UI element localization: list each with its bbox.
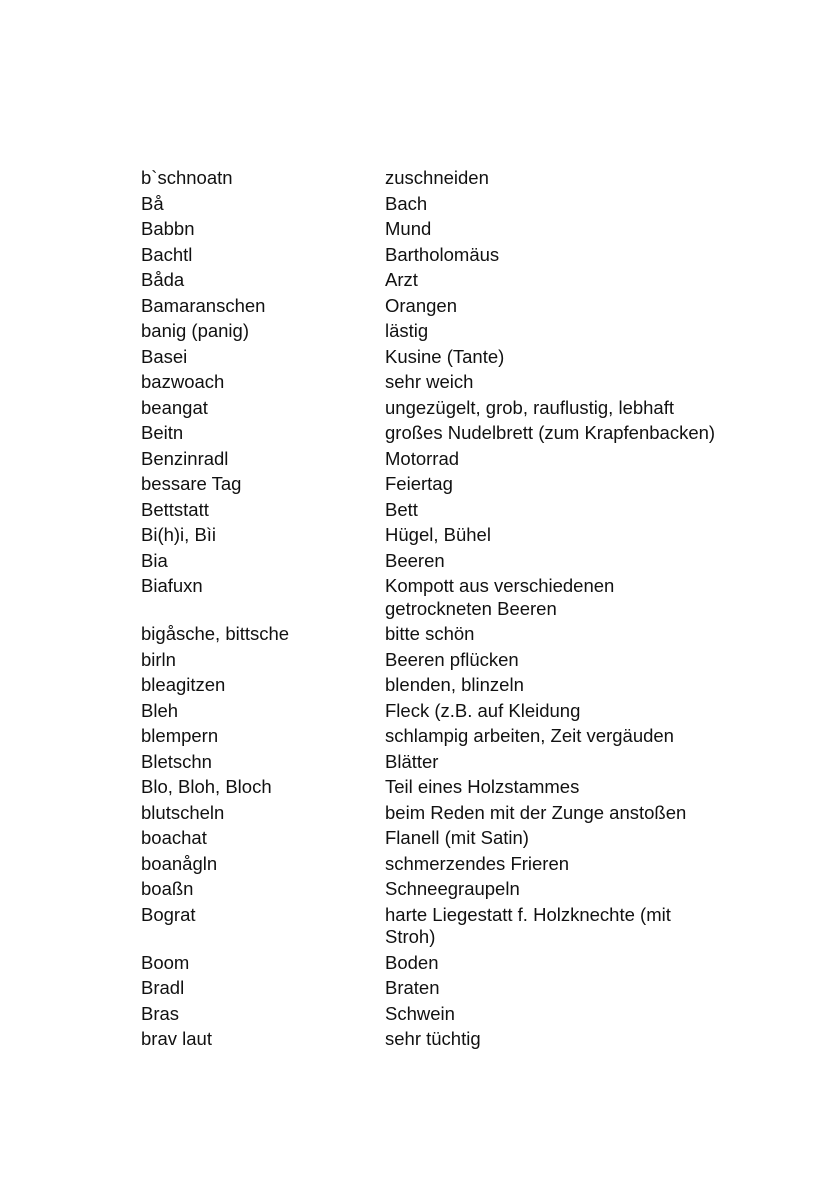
standard-german-meaning: Blätter: [385, 750, 439, 772]
glossary-row: [141, 499, 741, 522]
glossary-row: [141, 977, 741, 1000]
glossary-row: [141, 827, 741, 850]
standard-german-meaning: Arzt: [385, 269, 418, 290]
glossary-row: [141, 167, 741, 190]
dialect-term: Beitn: [141, 422, 184, 443]
glossary-row: [141, 448, 741, 471]
standard-german-meaning: harte Liegestatt f. Holzknechte (mit Stroh): [385, 903, 671, 947]
glossary-row: [141, 397, 741, 420]
standard-german-meaning: Boden: [385, 951, 439, 973]
standard-german-meaning: schmerzendes Frieren: [385, 852, 570, 874]
glossary-row: [141, 751, 741, 774]
glossary-row: [141, 1003, 741, 1026]
glossary-row: [141, 700, 741, 723]
dialect-term: Bras: [141, 1002, 180, 1024]
glossary-row: [141, 295, 741, 318]
glossary-row: [141, 776, 741, 799]
glossary-row: [141, 674, 741, 697]
standard-german-meaning: blenden, blinzeln: [385, 674, 524, 695]
glossary-row: [141, 193, 741, 216]
standard-german-meaning: Kusine (Tante): [385, 345, 505, 367]
dialect-term: Båda: [141, 269, 185, 290]
glossary-row: [141, 952, 741, 975]
dialect-term: boachat: [141, 827, 207, 848]
standard-german-meaning: Orangen: [385, 294, 457, 316]
glossary-row: [141, 524, 741, 547]
glossary-row: [141, 575, 741, 620]
standard-german-meaning: Braten: [385, 977, 440, 998]
standard-german-meaning: Beeren: [385, 549, 445, 571]
standard-german-meaning: sehr tüchtig: [385, 1028, 481, 1049]
standard-german-meaning: Bartholomäus: [385, 243, 500, 265]
glossary-table: [141, 167, 741, 1054]
glossary-row: [141, 346, 741, 369]
dialect-term: Benzinradl: [141, 447, 229, 469]
standard-german-meaning: Fleck (z.B. auf Kleidung: [385, 699, 581, 721]
dialect-term: boanågln: [141, 852, 218, 874]
standard-german-meaning: Motorrad: [385, 447, 460, 469]
dialect-term: Biafuxn: [141, 575, 203, 596]
dialect-term: bazwoach: [141, 371, 225, 392]
dialect-term: Babbn: [141, 218, 195, 239]
standard-german-meaning: zuschneiden: [385, 167, 489, 188]
glossary-row: [141, 550, 741, 573]
standard-german-meaning: Teil eines Holzstammes: [385, 776, 580, 797]
dialect-term: blutscheln: [141, 801, 225, 823]
glossary-row: [141, 244, 741, 267]
standard-german-meaning: Feiertag: [385, 473, 453, 494]
glossary-row: [141, 218, 741, 241]
dialect-term: brav laut: [141, 1028, 212, 1049]
dialect-term: boaßn: [141, 878, 194, 899]
standard-german-meaning: Kompott aus verschiedenen getrockneten Beeren: [385, 575, 615, 619]
dialect-term: bigåsche, bittsche: [141, 623, 290, 644]
standard-german-meaning: lästig: [385, 320, 429, 341]
standard-german-meaning: Mund: [385, 218, 432, 239]
dialect-term: beangat: [141, 396, 208, 418]
dialect-term: blempern: [141, 725, 219, 746]
dialect-term: Bradl: [141, 977, 185, 998]
glossary-row: [141, 802, 741, 825]
standard-german-meaning: großes Nudelbrett (zum Krapfenbacken): [385, 422, 716, 443]
dialect-term: Bia: [141, 549, 168, 571]
dialect-term: birln: [141, 648, 176, 670]
dialect-term: Bachtl: [141, 243, 193, 265]
dialect-term: Bettstatt: [141, 498, 209, 520]
standard-german-meaning: Schneegraupeln: [385, 878, 520, 899]
standard-german-meaning: Bach: [385, 192, 428, 214]
glossary-row: [141, 473, 741, 496]
standard-german-meaning: Bett: [385, 498, 418, 520]
standard-german-meaning: Beeren pflücken: [385, 648, 519, 670]
standard-german-meaning: ungezügelt, grob, rauflustig, lebhaft: [385, 396, 674, 418]
dialect-term: Basei: [141, 345, 188, 367]
dialect-term: Bi(h)i, Bìi: [141, 524, 217, 545]
standard-german-meaning: sehr weich: [385, 371, 474, 392]
glossary-row: [141, 853, 741, 876]
glossary-row: [141, 269, 741, 292]
dialect-term: bessare Tag: [141, 473, 242, 494]
standard-german-meaning: Flanell (mit Satin): [385, 827, 529, 848]
standard-german-meaning: schlampig arbeiten, Zeit vergäuden: [385, 725, 674, 746]
glossary-row: [141, 649, 741, 672]
dialect-term: bleagitzen: [141, 674, 226, 695]
dialect-term: Blo, Bloh, Bloch: [141, 776, 272, 797]
dialect-term: banig (panig): [141, 320, 249, 341]
dialect-term: Boom: [141, 951, 190, 973]
dialect-term: Bå: [141, 192, 164, 214]
standard-german-meaning: Hügel, Bühel: [385, 524, 491, 545]
glossary-row: [141, 878, 741, 901]
standard-german-meaning: bitte schön: [385, 623, 475, 644]
dialect-term: b`schnoatn: [141, 167, 233, 188]
standard-german-meaning: beim Reden mit der Zunge anstoßen: [385, 801, 687, 823]
glossary-row: [141, 725, 741, 748]
dialect-term: Bletschn: [141, 750, 212, 772]
glossary-row: [141, 320, 741, 343]
dialect-term: Bamaranschen: [141, 294, 266, 316]
dialect-term: Bleh: [141, 699, 179, 721]
dialect-term: Bograt: [141, 903, 196, 925]
glossary-row: [141, 904, 741, 949]
glossary-row: [141, 422, 741, 445]
standard-german-meaning: Schwein: [385, 1002, 455, 1024]
glossary-row: [141, 1028, 741, 1051]
glossary-row: [141, 371, 741, 394]
glossary-row: [141, 623, 741, 646]
